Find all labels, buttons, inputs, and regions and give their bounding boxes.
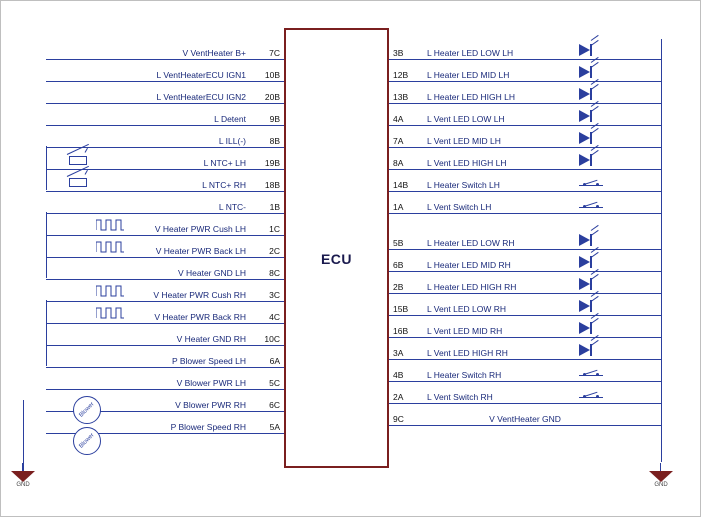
- signal-label: L Heater LED LOW RH: [427, 238, 515, 248]
- signal-label: L Detent: [214, 114, 246, 124]
- signal-label: L Vent LED MID RH: [427, 326, 503, 336]
- signal-label: L Heater LED HIGH RH: [427, 282, 517, 292]
- signal-label: L Vent LED HIGH RH: [427, 348, 508, 358]
- signal-label: L Heater LED MID RH: [427, 260, 511, 270]
- signal-label: L Vent Switch LH: [427, 202, 492, 212]
- right-signal-row: [389, 272, 661, 294]
- signal-wire: [389, 425, 661, 426]
- signal-wire: [389, 213, 661, 214]
- pin-number: 1B: [269, 202, 280, 212]
- left-bus-ntc: [46, 146, 47, 190]
- pin-number: 1A: [393, 202, 404, 212]
- pin-number: 13B: [393, 92, 409, 102]
- left-signal-row: [46, 82, 284, 104]
- pin-number: 19B: [264, 158, 280, 168]
- left-bus-heater-rh: [46, 300, 47, 366]
- pin-number: 6A: [269, 356, 280, 366]
- signal-label: L Vent LED LOW LH: [427, 114, 505, 124]
- right-signal-row: [389, 82, 661, 104]
- signal-label: L Vent LED HIGH LH: [427, 158, 507, 168]
- pin-number: 20B: [264, 92, 280, 102]
- pin-number: 6B: [393, 260, 404, 270]
- left-signal-row: [46, 126, 284, 148]
- pin-number: 8C: [269, 268, 280, 278]
- pin-number: 4B: [393, 370, 404, 380]
- blower-motor-label: Blower: [78, 432, 96, 450]
- pin-number: 3A: [393, 348, 404, 358]
- ecu-label: ECU: [320, 251, 353, 267]
- pin-number: 9C: [393, 414, 404, 424]
- pin-number: 10C: [264, 334, 280, 344]
- pin-number: 8B: [269, 136, 280, 146]
- ground-label-left: GND: [16, 482, 30, 488]
- ground-symbol-right: [644, 463, 678, 489]
- right-signal-row: [389, 104, 661, 126]
- pin-number: 8A: [393, 158, 404, 168]
- signal-label: L Vent LED LOW RH: [427, 304, 507, 314]
- right-signal-row: [389, 382, 661, 404]
- signal-label: V Heater PWR Cush LH: [154, 224, 246, 234]
- led-icon: [579, 342, 601, 358]
- right-signal-row: [389, 60, 661, 82]
- right-signal-row: [389, 360, 661, 382]
- signal-label: L VentHeaterECU IGN2: [156, 92, 246, 102]
- led-icon: [579, 152, 601, 168]
- switch-icon: [579, 200, 603, 210]
- left-signal-row: [46, 104, 284, 126]
- signal-label: V Heater PWR Back LH: [155, 246, 246, 256]
- signal-label: L Heater Switch RH: [427, 370, 502, 380]
- blower-motor-label: Blower: [78, 401, 96, 419]
- pwm-waveform-icon: [96, 306, 124, 320]
- right-signal-row: [389, 148, 661, 170]
- pin-number: 14B: [393, 180, 409, 190]
- pin-number: 2B: [393, 282, 404, 292]
- right-signal-row: [389, 170, 661, 192]
- pwm-waveform-icon: [96, 240, 124, 254]
- right-signal-row: [389, 316, 661, 338]
- pin-number: 3B: [393, 48, 404, 58]
- pin-number: 7A: [393, 136, 404, 146]
- right-signal-row: [389, 38, 661, 60]
- pin-number: 18B: [264, 180, 280, 190]
- pin-number: 2C: [269, 246, 280, 256]
- signal-label: L Heater LED LOW LH: [427, 48, 514, 58]
- signal-label: L Heater LED HIGH LH: [427, 92, 516, 102]
- pin-number: 1C: [269, 224, 280, 234]
- pin-number: 4C: [269, 312, 280, 322]
- signal-label: V Blower PWR RH: [175, 400, 246, 410]
- right-signal-row: [389, 228, 661, 250]
- right-signal-row: [389, 338, 661, 360]
- right-signal-row: [389, 192, 661, 214]
- signal-label: L Heater Switch LH: [427, 180, 500, 190]
- signal-label: V Heater GND RH: [176, 334, 246, 344]
- ecu-block: [284, 28, 389, 468]
- right-bus-main: [661, 39, 662, 462]
- signal-label: L ILL(-): [218, 136, 246, 146]
- switch-icon: [579, 368, 603, 378]
- signal-label: V VentHeater B+: [182, 48, 246, 58]
- blower-motor-icon: [73, 396, 101, 424]
- switch-icon: [579, 178, 603, 188]
- pin-number: 2A: [393, 392, 404, 402]
- right-signal-row: [389, 294, 661, 316]
- left-signal-row: [46, 302, 284, 324]
- ground-label-right: GND: [654, 482, 668, 488]
- signal-label: V VentHeater GND: [489, 414, 561, 424]
- right-signal-row: [389, 250, 661, 272]
- signal-label: L Vent LED MID LH: [427, 136, 501, 146]
- left-signal-row: [46, 324, 284, 346]
- signal-label: V Blower PWR LH: [176, 378, 246, 388]
- left-signal-row: [46, 236, 284, 258]
- signal-label: L NTC+ RH: [202, 180, 246, 190]
- left-signal-row: [46, 346, 284, 368]
- left-signal-row: [46, 280, 284, 302]
- left-signal-row: [46, 258, 284, 280]
- signal-label: L NTC-: [218, 202, 246, 212]
- pin-number: 16B: [393, 326, 409, 336]
- pin-number: 5A: [269, 422, 280, 432]
- ground-symbol-left: [6, 463, 40, 489]
- signal-label: P Blower Speed LH: [171, 356, 246, 366]
- left-signal-row: [46, 60, 284, 82]
- signal-label: L NTC+ LH: [203, 158, 246, 168]
- signal-label: L Heater LED MID LH: [427, 70, 510, 80]
- left-signal-row: [46, 214, 284, 236]
- ntc-thermistor-icon: [66, 175, 92, 189]
- left-bus-blower: [23, 400, 24, 462]
- left-signal-row: [46, 368, 284, 390]
- pin-number: 9B: [269, 114, 280, 124]
- right-signal-row: [389, 404, 661, 426]
- pin-number: 15B: [393, 304, 409, 314]
- left-bus-heater-lh: [46, 212, 47, 278]
- pwm-waveform-icon: [96, 284, 124, 298]
- pin-number: 7C: [269, 48, 280, 58]
- left-signal-row: [46, 192, 284, 214]
- signal-label: V Heater PWR Back RH: [154, 312, 246, 322]
- switch-icon: [579, 390, 603, 400]
- signal-label: P Blower Speed RH: [170, 422, 246, 432]
- pin-number: 12B: [393, 70, 409, 80]
- pin-number: 6C: [269, 400, 280, 410]
- signal-label: L VentHeaterECU IGN1: [156, 70, 246, 80]
- signal-label: L Vent Switch RH: [427, 392, 493, 402]
- left-signal-row: [46, 38, 284, 60]
- pin-number: 4A: [393, 114, 404, 124]
- pin-number: 3C: [269, 290, 280, 300]
- pin-number: 5B: [393, 238, 404, 248]
- pin-number: 5C: [269, 378, 280, 388]
- blower-motor-icon: [73, 427, 101, 455]
- right-signal-row: [389, 126, 661, 148]
- signal-label: V Heater PWR Cush RH: [153, 290, 246, 300]
- pin-number: 10B: [264, 70, 280, 80]
- pwm-waveform-icon: [96, 218, 124, 232]
- signal-label: V Heater GND LH: [177, 268, 246, 278]
